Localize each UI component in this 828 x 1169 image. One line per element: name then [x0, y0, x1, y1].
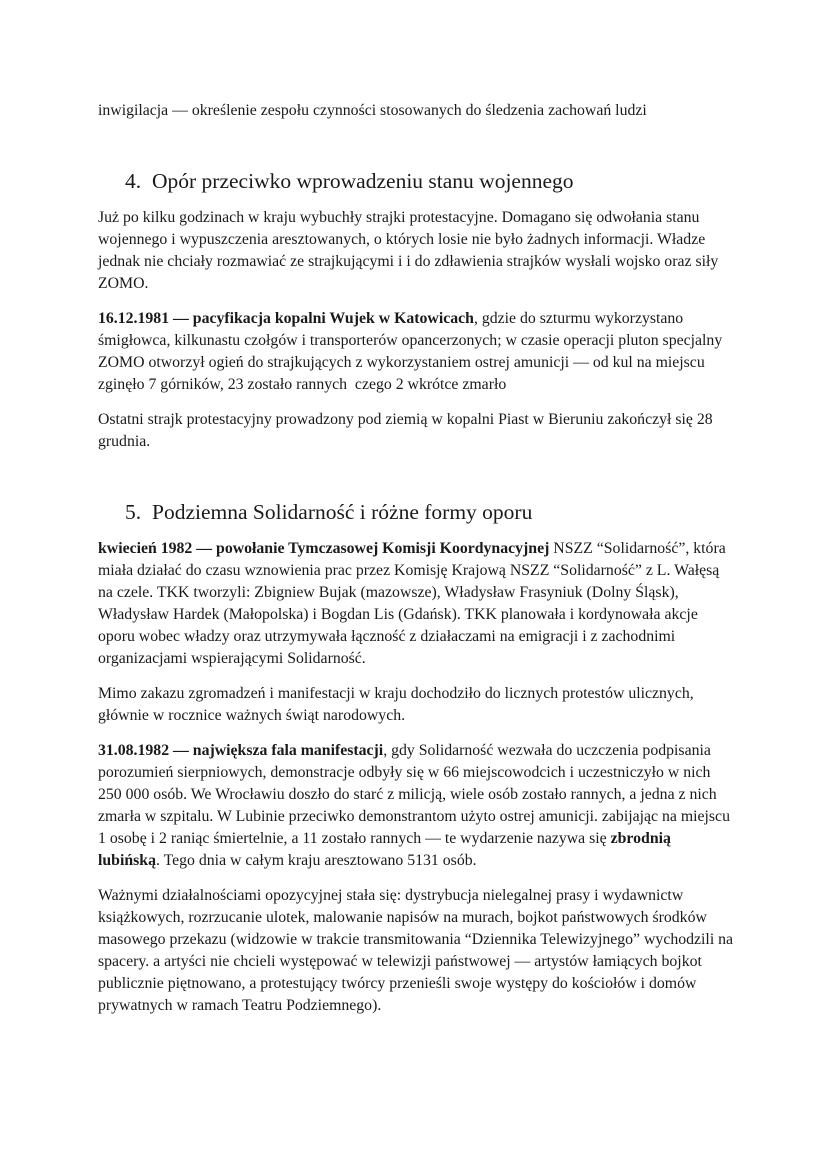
text-run: Ważnymi działalnościami opozycyjnej stała się: dystrybucja nielegalnej prasy i wydawnictw książkowych, rozrzucanie ulotek, malowanie napisów na murach, bojkot państwowych środków masowego przekazu (widzowie w trakcie transmitowania “Dziennika Telewizyjnego” wychodzili na spacery. a artyści nie chcieli występować w telewizji państwowej — artystów łamiących bojkot publicznie piętnowano, a protestujący twórcy przenieśli swoje występy do kościołów i domów prywatnych w ramach Teatru Podziemnego).: [98, 887, 738, 1014]
paragraph: [98, 683, 734, 727]
bold-text-run: 31.08.1982 — największa fala manifestacji: [98, 742, 384, 759]
text-run: inwigilacja — określenie zespołu czynności stosowanych do śledzenia zachowań ludzi: [98, 102, 647, 119]
paragraph: [98, 538, 734, 670]
section-heading: [98, 168, 734, 195]
paragraph: [98, 409, 734, 453]
paragraph: [98, 885, 738, 1017]
heading-text: Podziemna Solidarność i różne formy oporu: [152, 500, 533, 524]
bold-text-run: 16.12.1981 — pacyfikacja kopalni Wujek w Katowicach: [98, 310, 474, 327]
paragraph: [98, 740, 734, 872]
text-run: . Tego dnia w całym kraju aresztowano 5131 osób.: [155, 852, 477, 869]
heading-number: 4.: [125, 169, 142, 193]
paragraph: [98, 308, 734, 396]
paragraph: [98, 100, 734, 122]
bold-text-run: zbrodnią lubińską: [98, 830, 675, 869]
heading-text: Opór przeciwko wprowadzeniu stanu wojennego: [152, 169, 574, 193]
text-run: Ostatni strajk protestacyjny prowadzony pod ziemią w kopalni Piast w Bieruniu zakończył się 28 grudnia.: [98, 411, 717, 450]
text-run: , gdzie do szturmu wykorzystano śmigłowca, kilkunastu czołgów i transporterów opancerzonych; w czasie operacji pluton specjalny ZOMO otworzył ogień do strajkujących z wykorzystaniem ostrej amunicji — od kul na miejscu zginęło 7 górników, 23 zostało rannych czego 2 wkrótce zmarło: [98, 310, 727, 393]
text-run: Mimo zakazu zgromadzeń i manifestacji w kraju dochodziło do licznych protestów ulicznych, głównie w rocznice ważnych świąt narodowych.: [98, 685, 698, 724]
section-heading: [98, 499, 734, 526]
text-run: Już po kilku godzinach w kraju wybuchły strajki protestacyjne. Domagano się odwołania stanu wojennego i wypuszczenia aresztowanych, o których losie nie było żadnych informacji. Władze jednak nie chciały rozmawiać ze strajkującymi i i do zdławienia strajków wysłali wojsko oraz siły ZOMO.: [98, 209, 723, 292]
text-run: , gdy Solidarność wezwała do uczczenia podpisania porozumień sierpniowych, demonstracje odbyły się w 66 miejscowodcich i uczestniczyło w nich 250 000 osób. We Wrocławiu doszło do starć z milicją, wiele osób zostało rannych, a jedna z nich zmarła w szpitalu. W Lubinie przeciwko demonstrantom użyto ostrej amunicji. zabijając na miejscu 1 osobę i 2 raniąc śmiertelnie, a 11 zostało rannych — te wydarzenie nazywa się: [98, 742, 734, 847]
text-run: NSZZ “Solidarność”, która miała działać do czasu wznowienia prac przez Komisję Krajową NSZZ “Solidarność” z L. Wałęsą na czele. TKK tworzyli: Zbigniew Bujak (mazowsze), Władysław Frasyniuk (Dolny Śląsk), Władysław Hardek (Małopolska) i Bogdan Lis (Gdańsk). TKK planowała i kordynowała akcje oporu wobec władzy oraz utrzymywała łączność z działaczami na emigracji i z zachodnimi organizacjami wspierającymi Solidarność.: [98, 540, 730, 667]
document-body: [98, 100, 738, 1030]
heading-number: 5.: [125, 500, 142, 524]
bold-text-run: kwiecień 1982 — powołanie Tymczasowej Komisji Koordynacyjnej: [98, 540, 550, 557]
paragraph: [98, 207, 734, 295]
